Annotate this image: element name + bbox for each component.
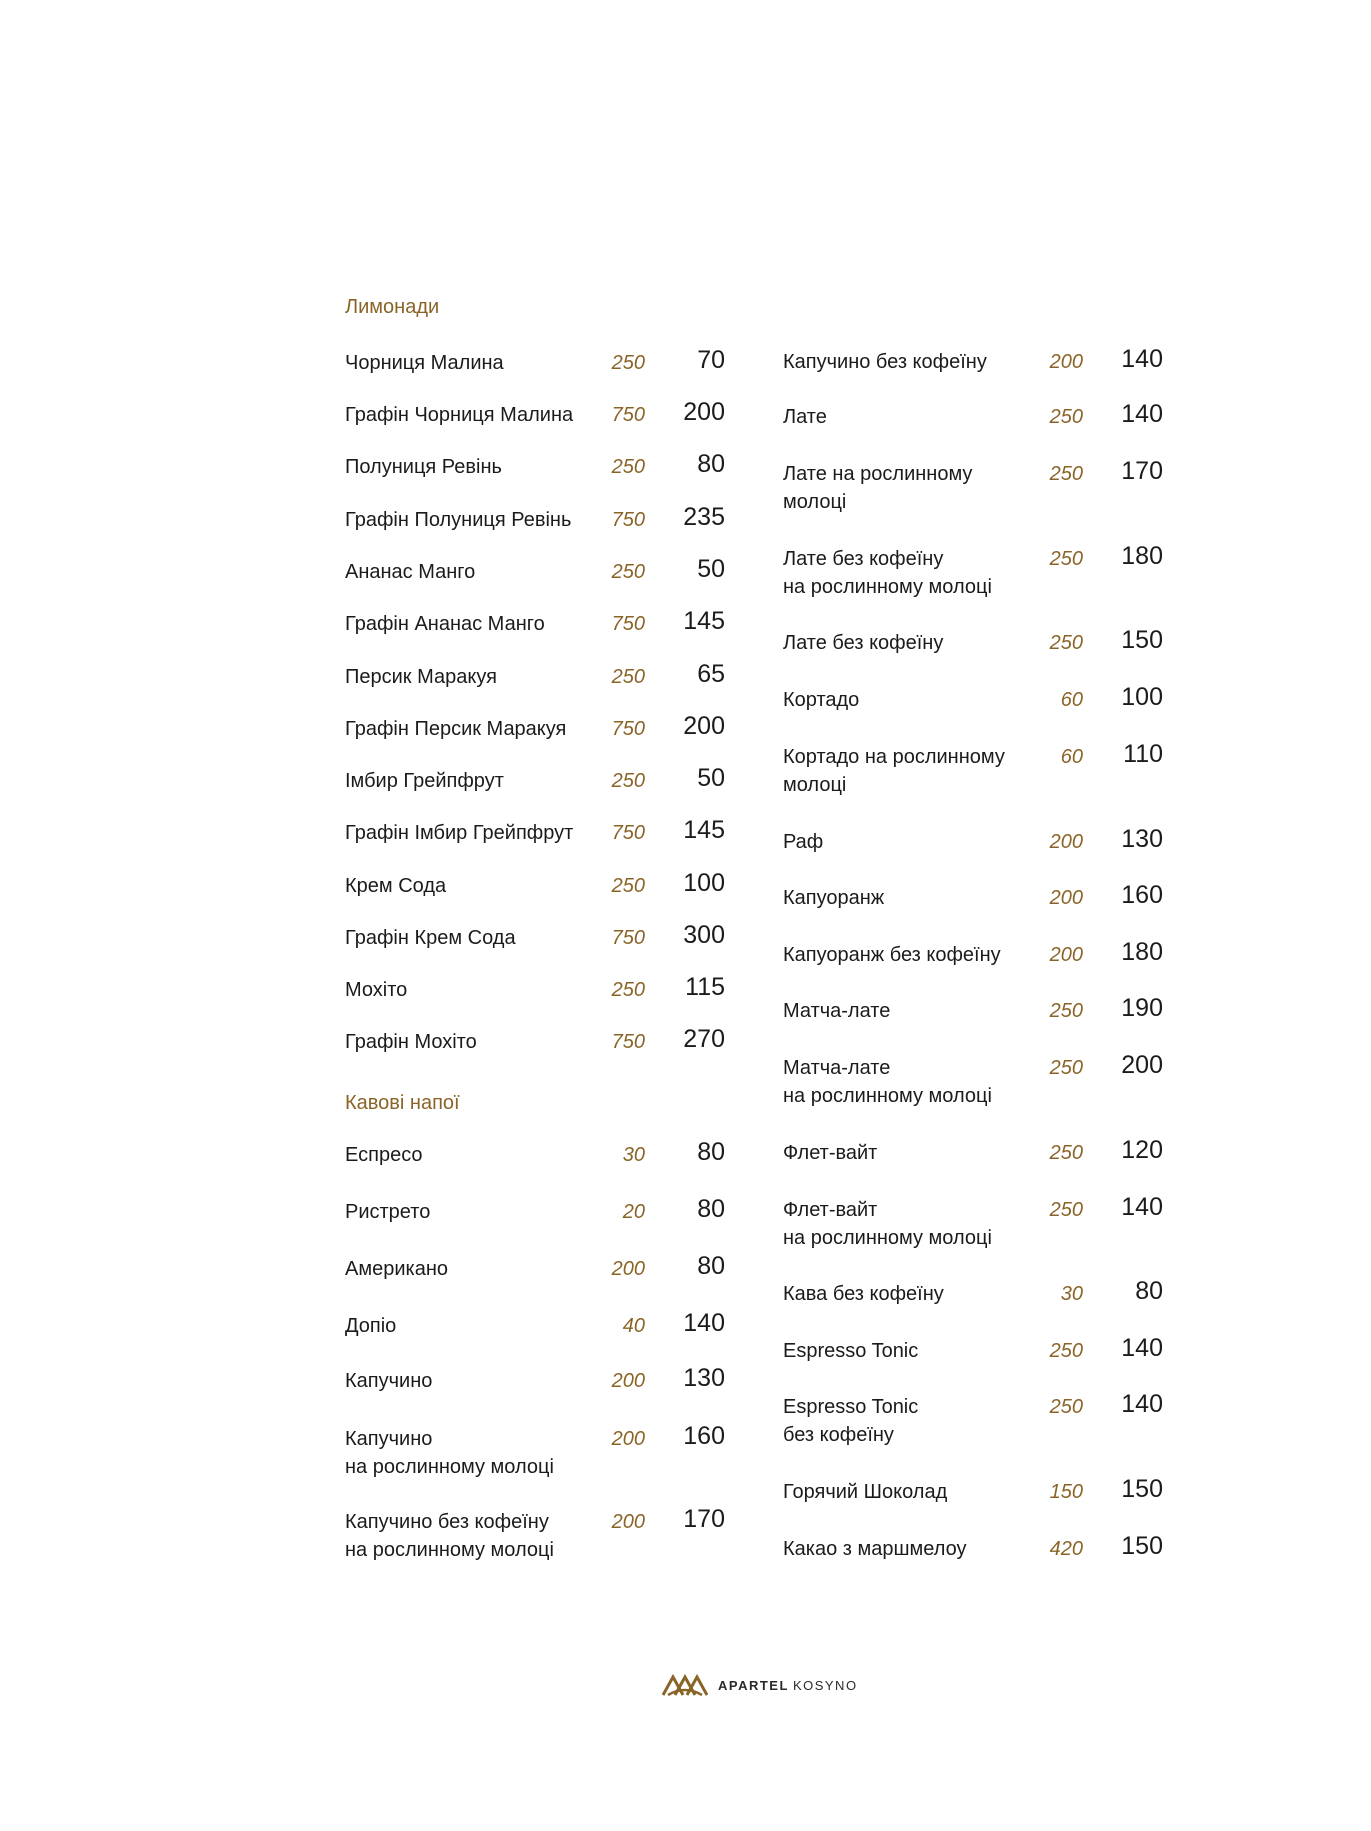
menu-item xyxy=(783,1334,1163,1397)
item-price: 160 xyxy=(1121,881,1163,909)
item-name: Мохіто xyxy=(345,979,408,1001)
item-price: 130 xyxy=(683,1364,725,1392)
item-volume: 750 xyxy=(611,927,645,949)
item-name: Полуниця Ревінь xyxy=(345,456,502,478)
item-price: 150 xyxy=(1121,1475,1163,1503)
item-name: Еспресо xyxy=(345,1144,423,1166)
item-volume: 250 xyxy=(1049,406,1083,428)
item-name: Лате на рослинному молоці xyxy=(783,463,973,513)
menu-item xyxy=(345,398,725,461)
menu-item xyxy=(783,626,1163,689)
menu-item xyxy=(345,450,725,513)
item-name: Крем Сода xyxy=(345,875,447,897)
item-volume: 250 xyxy=(1049,1340,1083,1362)
section-title-coffee-drinks: Кавові напої xyxy=(345,1092,460,1114)
menu-item xyxy=(345,1422,725,1485)
item-volume: 250 xyxy=(611,875,645,897)
item-volume: 200 xyxy=(1049,831,1083,853)
item-name: Флет-вайт xyxy=(783,1142,878,1164)
item-volume: 250 xyxy=(611,456,645,478)
item-volume: 250 xyxy=(611,770,645,792)
item-volume: 250 xyxy=(1049,1199,1083,1221)
item-price: 150 xyxy=(1121,1532,1163,1560)
item-name: Кортадо xyxy=(783,689,860,711)
menu-item xyxy=(345,503,725,566)
item-price: 65 xyxy=(697,660,725,688)
item-volume: 200 xyxy=(611,1428,645,1450)
menu-item xyxy=(345,1505,725,1568)
item-volume: 60 xyxy=(1060,689,1083,711)
item-price: 140 xyxy=(1121,1390,1163,1418)
menu-item xyxy=(783,994,1163,1057)
item-volume: 420 xyxy=(1049,1538,1083,1560)
item-price: 140 xyxy=(1121,400,1163,428)
item-volume: 30 xyxy=(1060,1283,1083,1305)
menu-item xyxy=(345,1364,725,1427)
menu-item xyxy=(345,1309,725,1372)
brand-name xyxy=(718,1678,858,1693)
item-price: 80 xyxy=(697,1138,725,1166)
item-name: Лате без кофеїну на рослинному молоці xyxy=(783,548,992,598)
menu-item xyxy=(345,660,725,723)
item-price: 160 xyxy=(683,1422,725,1450)
item-price: 120 xyxy=(1121,1136,1163,1164)
menu-item xyxy=(345,1138,725,1201)
mountain-logo-icon xyxy=(662,1674,708,1696)
item-volume: 150 xyxy=(1049,1481,1083,1503)
item-volume: 250 xyxy=(1049,1057,1083,1079)
menu-item xyxy=(783,740,1163,803)
item-price: 145 xyxy=(683,607,725,635)
item-name: Espresso Tonic без кофеїну xyxy=(783,1396,919,1446)
menu-item xyxy=(783,1277,1163,1340)
menu-item xyxy=(345,607,725,670)
item-name: Кортадо на рослинному молоці xyxy=(783,746,1005,796)
item-volume: 250 xyxy=(611,979,645,1001)
item-volume: 200 xyxy=(1049,887,1083,909)
footer-brand xyxy=(662,1672,858,1698)
item-price: 110 xyxy=(1123,740,1163,768)
item-volume: 200 xyxy=(611,1511,645,1533)
item-name: Чорниця Малина xyxy=(345,352,504,374)
item-volume: 30 xyxy=(622,1144,645,1166)
item-name: Флет-вайт на рослинному молоці xyxy=(783,1199,992,1249)
menu-item xyxy=(783,1532,1163,1595)
item-volume: 40 xyxy=(622,1315,645,1337)
item-price: 180 xyxy=(1121,542,1163,570)
item-price: 200 xyxy=(683,398,725,426)
item-name: Капуоранж xyxy=(783,887,885,909)
menu-item xyxy=(345,764,725,827)
item-volume: 750 xyxy=(611,509,645,531)
item-price: 50 xyxy=(697,764,725,792)
item-price: 80 xyxy=(697,1252,725,1280)
item-volume: 200 xyxy=(1049,351,1083,373)
item-volume: 200 xyxy=(1049,944,1083,966)
item-price: 140 xyxy=(1121,1334,1163,1362)
item-price: 170 xyxy=(683,1505,725,1533)
item-price: 300 xyxy=(683,921,725,949)
menu-item xyxy=(345,1252,725,1315)
menu-item xyxy=(783,1051,1163,1114)
item-name: Ристрето xyxy=(345,1201,431,1223)
item-price: 100 xyxy=(683,869,725,897)
item-price: 180 xyxy=(1121,938,1163,966)
item-volume: 250 xyxy=(611,352,645,374)
item-price: 200 xyxy=(683,712,725,740)
menu-item xyxy=(345,712,725,775)
item-price: 140 xyxy=(1121,345,1163,373)
item-volume: 60 xyxy=(1060,746,1083,768)
item-name: Капучино xyxy=(345,1370,433,1392)
item-price: 80 xyxy=(1135,1277,1163,1305)
item-price: 200 xyxy=(1121,1051,1163,1079)
menu-item xyxy=(783,1475,1163,1538)
item-price: 270 xyxy=(683,1025,725,1053)
menu-item xyxy=(783,400,1163,463)
menu-item xyxy=(783,345,1163,408)
item-volume: 250 xyxy=(1049,1142,1083,1164)
item-volume: 200 xyxy=(611,1370,645,1392)
item-name: Персик Маракуя xyxy=(345,666,497,688)
item-volume: 250 xyxy=(1049,1396,1083,1418)
item-price: 150 xyxy=(1121,626,1163,654)
item-price: 80 xyxy=(697,1195,725,1223)
item-name: Графін Мохіто xyxy=(345,1031,477,1053)
item-price: 235 xyxy=(683,503,725,531)
item-name: Лате без кофеїну xyxy=(783,632,944,654)
item-name: Раф xyxy=(783,831,824,853)
item-volume: 200 xyxy=(611,1258,645,1280)
section-title-lemonades: Лимонади xyxy=(345,296,440,318)
item-volume: 250 xyxy=(1049,548,1083,570)
item-name: Капучино без кофеїну на рослинному молоці xyxy=(345,1511,554,1561)
item-name: Графін Полуниця Ревінь xyxy=(345,509,572,531)
item-name: Кава без кофеїну xyxy=(783,1283,944,1305)
item-name: Графін Ананас Манго xyxy=(345,613,545,635)
menu-item xyxy=(783,881,1163,944)
item-name: Espresso Tonic xyxy=(783,1340,919,1362)
menu-item xyxy=(345,1025,725,1088)
item-price: 70 xyxy=(697,346,725,374)
item-price: 130 xyxy=(1121,825,1163,853)
item-volume: 750 xyxy=(611,822,645,844)
item-price: 140 xyxy=(683,1309,725,1337)
item-volume: 250 xyxy=(1049,463,1083,485)
menu-item xyxy=(783,683,1163,746)
item-volume: 250 xyxy=(611,666,645,688)
item-name: Горячий Шоколад xyxy=(783,1481,948,1503)
item-volume: 250 xyxy=(1049,1000,1083,1022)
item-price: 140 xyxy=(1121,1193,1163,1221)
item-name: Капучино без кофеїну xyxy=(783,351,987,373)
menu-item xyxy=(345,1195,725,1258)
item-name: Допіо xyxy=(345,1315,397,1337)
menu-item xyxy=(345,346,725,409)
menu-item xyxy=(345,921,725,984)
item-volume: 750 xyxy=(611,1031,645,1053)
item-name: Графін Крем Сода xyxy=(345,927,516,949)
brand-secondary: KOSYNO xyxy=(792,1677,858,1693)
menu-item xyxy=(345,973,725,1036)
item-price: 145 xyxy=(683,816,725,844)
item-volume: 250 xyxy=(1049,632,1083,654)
menu-item xyxy=(783,1136,1163,1199)
menu-item xyxy=(783,1193,1163,1256)
item-name: Графін Персик Маракуя xyxy=(345,718,567,740)
item-price: 80 xyxy=(697,450,725,478)
item-name: Графін Чорниця Малина xyxy=(345,404,574,426)
item-name: Капучино на рослинному молоці xyxy=(345,1428,554,1478)
item-volume: 20 xyxy=(622,1201,645,1223)
item-price: 100 xyxy=(1121,683,1163,711)
item-name: Лате xyxy=(783,406,827,428)
item-price: 190 xyxy=(1121,994,1163,1022)
menu-item xyxy=(783,938,1163,1001)
item-volume: 750 xyxy=(611,613,645,635)
item-price: 50 xyxy=(697,555,725,583)
item-name: Ананас Манго xyxy=(345,561,476,583)
item-price: 170 xyxy=(1121,457,1163,485)
menu-item xyxy=(783,542,1163,605)
item-volume: 250 xyxy=(611,561,645,583)
menu-item xyxy=(345,555,725,618)
brand-primary: APARTEL xyxy=(718,1677,789,1693)
item-name: Какао з маршмелоу xyxy=(783,1538,967,1560)
item-name: Імбир Грейпфрут xyxy=(345,770,504,792)
menu-item xyxy=(345,869,725,932)
item-name: Графін Імбир Грейпфрут xyxy=(345,822,574,844)
menu-item xyxy=(783,1390,1163,1453)
item-name: Матча-лате xyxy=(783,1000,891,1022)
item-price: 115 xyxy=(685,973,725,1001)
menu-item xyxy=(783,457,1163,520)
item-volume: 750 xyxy=(611,404,645,426)
menu-item xyxy=(345,816,725,879)
item-name: Капуоранж без кофеїну xyxy=(783,944,1001,966)
item-name: Американо xyxy=(345,1258,448,1280)
item-volume: 750 xyxy=(611,718,645,740)
menu-item xyxy=(783,825,1163,888)
item-name: Матча-лате на рослинному молоці xyxy=(783,1057,992,1107)
